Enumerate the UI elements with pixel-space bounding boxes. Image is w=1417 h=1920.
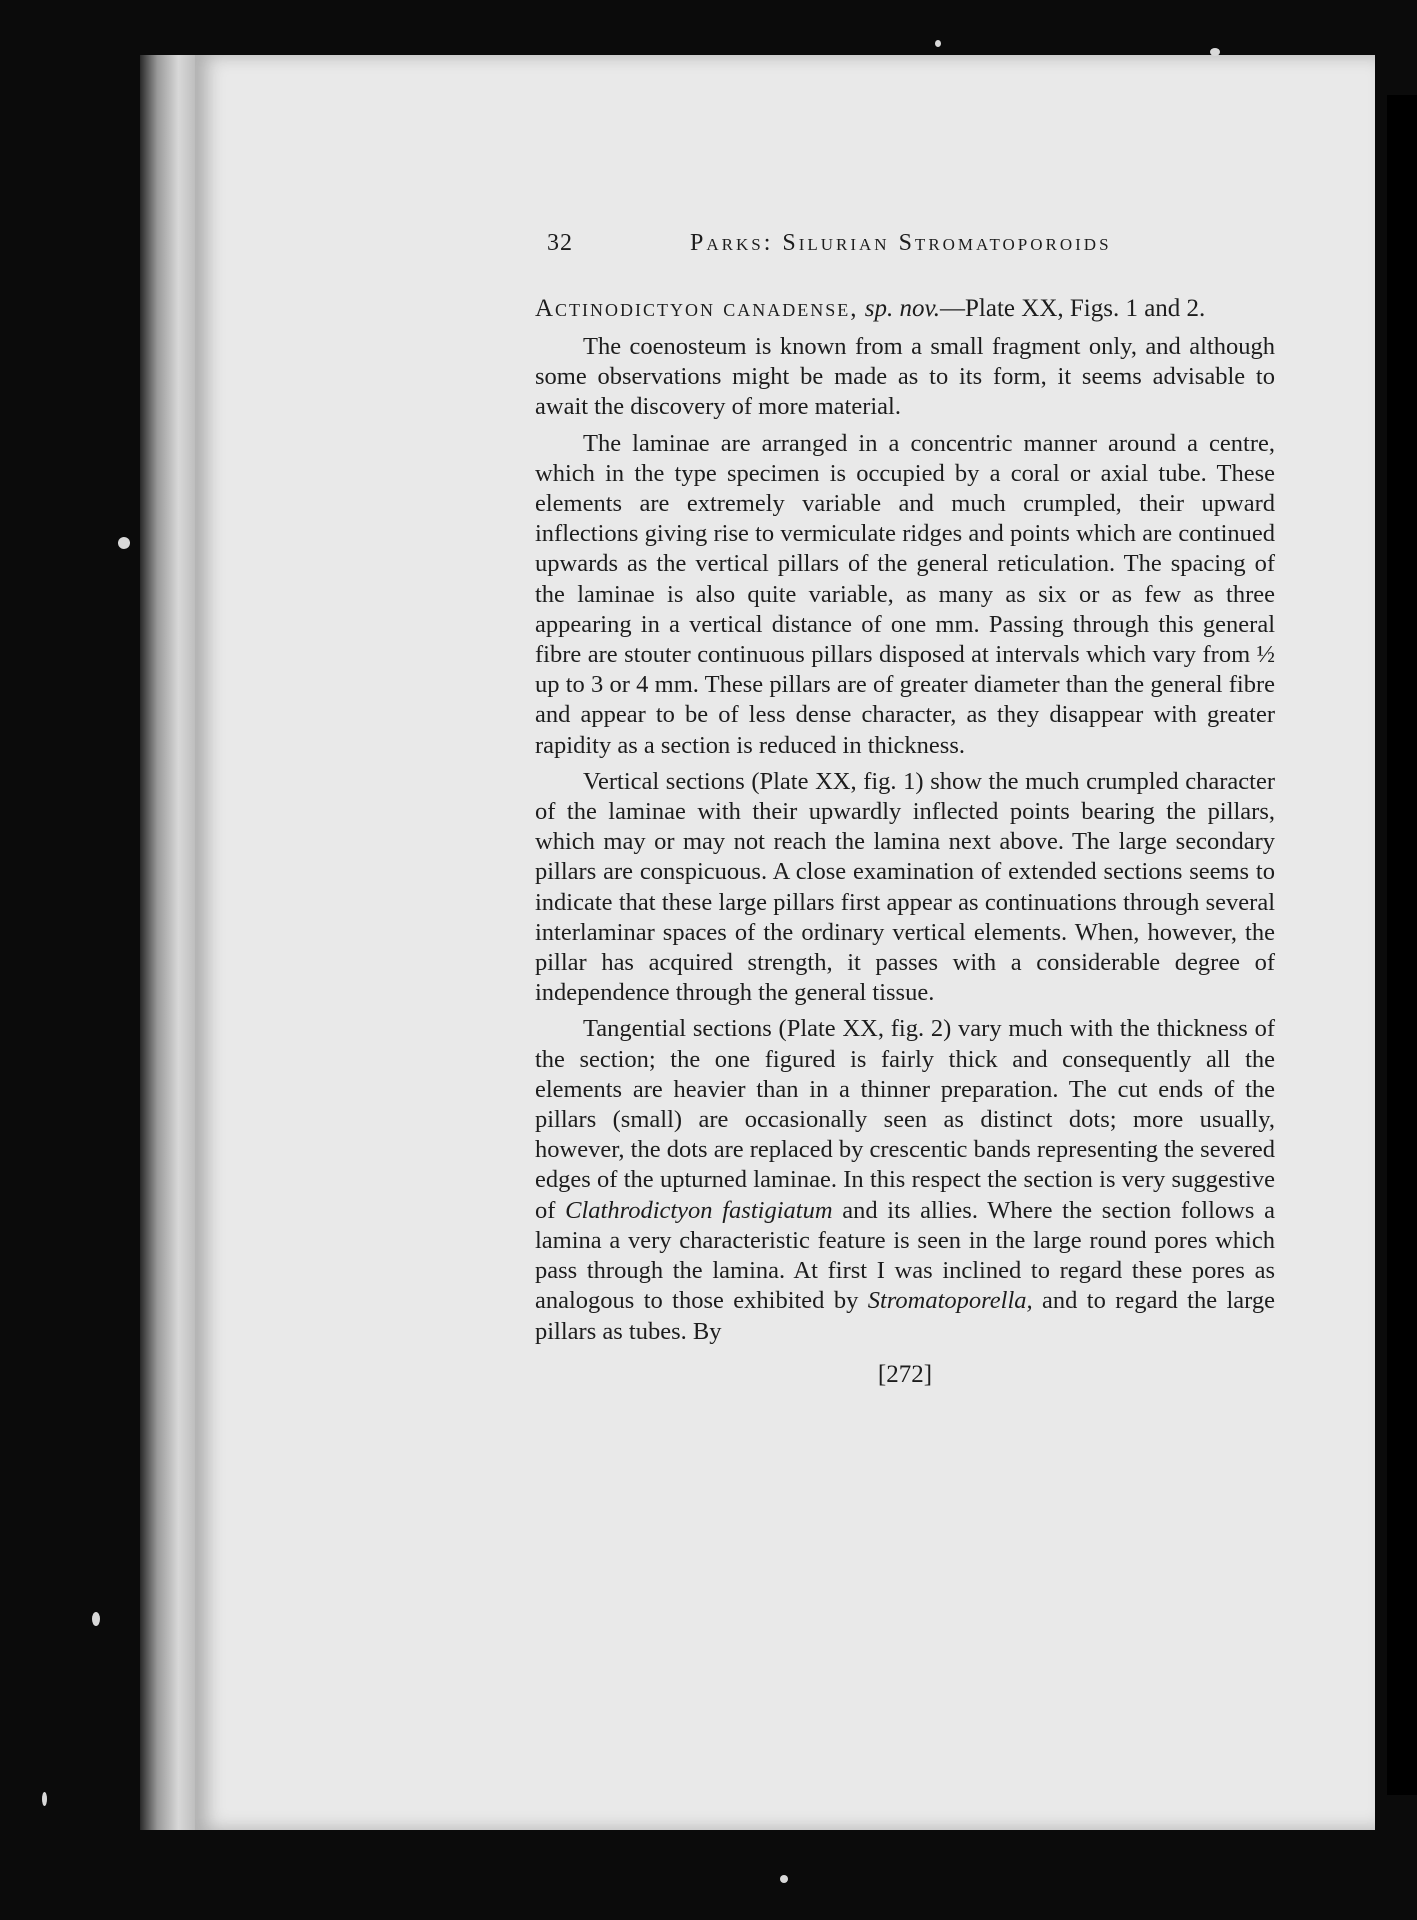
- dust-speck: [1210, 48, 1220, 56]
- text-column: [535, 230, 1275, 1389]
- plate-reference: —Plate XX, Figs. 1 and 2.: [940, 295, 1206, 322]
- dust-speck: [780, 1875, 788, 1883]
- taxon-name: Clathrodictyon fastigiatum: [565, 1196, 833, 1224]
- species-heading: [535, 292, 1275, 326]
- paragraph-tangential-sections: [535, 1014, 1275, 1346]
- taxon-name: Stromatoporella,: [867, 1287, 1033, 1315]
- folio-number: [272]: [877, 1360, 933, 1388]
- paragraph-text: and to regard the large pillars as tubes. By: [535, 1287, 1275, 1345]
- dust-speck: [92, 1612, 100, 1626]
- dust-speck: [118, 537, 130, 549]
- paragraph-vertical-sections: Vertical sections (Plate XX, fig. 1) show the much crumpled character of the laminae with their upwardly inflected points bearing the pillars, which may or may not reach the lamina next above. The large secondary pillars are conspicuous. A close examination of extended sections seems to indicate that these large pillars first appear as continuations through several interlaminar spaces of the ordinary vertical elements. When, however, the pillar has acquired strength, it passes with a considerable degree of independence through the general tissue.: [535, 767, 1275, 1007]
- dust-speck: [935, 40, 941, 47]
- species-name: Actinodictyon canadense,: [535, 295, 859, 322]
- species-designation: sp. nov.: [864, 295, 941, 322]
- running-head: [535, 230, 1275, 268]
- running-title: Parks: Silurian Stromatoporoids: [690, 230, 1112, 256]
- paragraph-laminae: The laminae are arranged in a concentric manner around a centre, which in the type specimen is occupied by a coral or axial tube. These elements are extremely variable and much crumpled, their upward inflections giving rise to vermiculate ridges and points which are continued upwards as the vertical pillars of the general reticulation. The spacing of the laminae is also quite variable, as many as six or as few as three appearing in a vertical distance of one mm. Passing through this general fibre are stouter continuous pillars disposed at intervals which vary from ½ up to 3 or 4 mm. These pillars are of greater diameter than the general fibre and appear to be of less dense character, as they disappear with greater rapidity as a section is reduced in thickness.: [535, 429, 1275, 759]
- paragraph-text: and its allies. Where the section follows a lamina a very characteristic feature is seen in the large round pores which pass through the lamina. At first I was inclined to regard these pores as analogous to those exhibited by: [535, 1196, 1275, 1315]
- right-page-edge: [1387, 95, 1417, 1795]
- paragraph-text: Tangential sections (Plate XX, fig. 2) vary much with the thickness of the section; the one figured is fairly thick and consequently all the elements are heavier than in a thinner preparation. The cut ends of the pillars (small) are occasionally seen as distinct dots; more usually, however, the dots are replaced by crescentic bands representing the severed edges of the upturned laminae. In this respect the section is very suggestive of: [535, 1015, 1275, 1224]
- dust-speck: [42, 1792, 47, 1806]
- page-number: 32: [547, 230, 573, 256]
- paragraph-coenosteum: The coenosteum is known from a small fragment only, and although some observations might be made as to its form, it seems advisable to await the discovery of more material.: [535, 333, 1275, 421]
